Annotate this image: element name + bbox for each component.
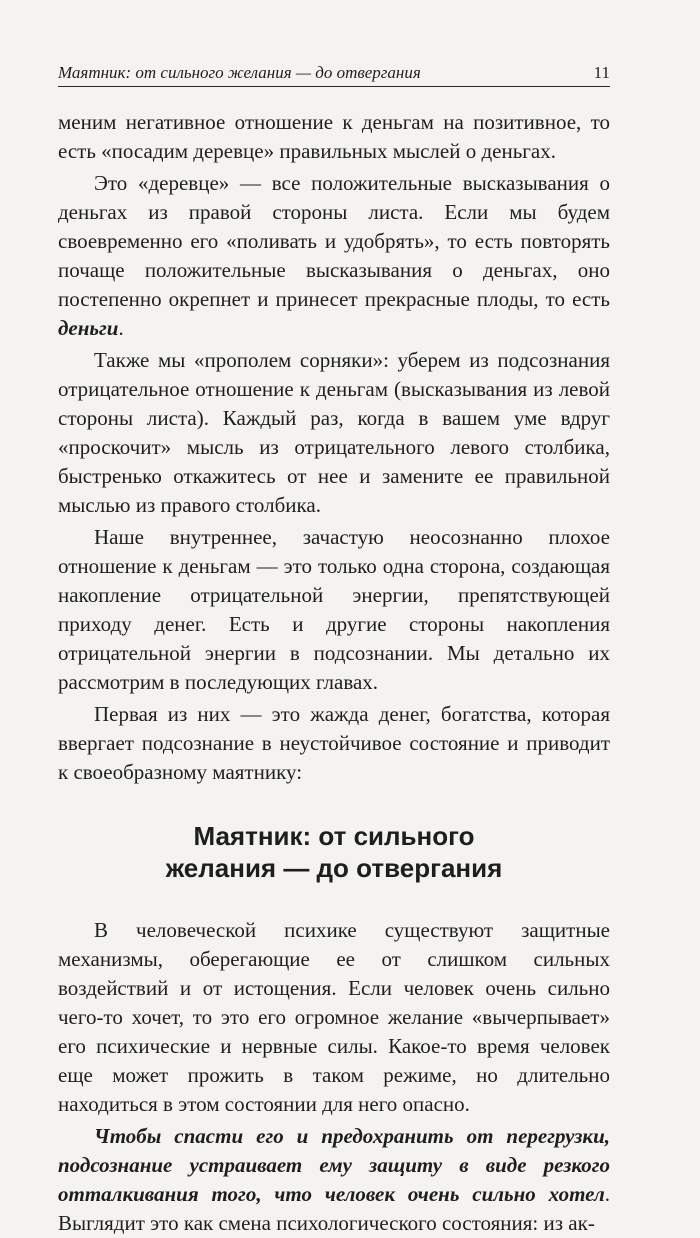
section-heading-line: Маятник: от сильного	[193, 821, 475, 851]
paragraph-text: Это «деревце» — все положительные высказывания о деньгах из правой стороны листа. Если мы будем своевременно его «поливать и удобрять», то есть повторять почаще положительные высказывания о деньгах, оно постепенно окрепнет и принесет прекрасные плоды, то есть	[58, 171, 610, 311]
running-header	[58, 62, 610, 87]
paragraph	[58, 169, 610, 343]
paragraph: Также мы «прополем сорняки»: уберем из подсознания отрицательное отношение к деньгам (высказывания из левой стороны листа). Каждый раз, когда в вашем уме вдруг «проскочит» мысль из отрицательного левого столбика, быстренько откажитесь от нее и замените ее правильной мыслью из правого столбика.	[58, 348, 610, 517]
paragraph-text: .	[118, 316, 124, 340]
paragraph: В человеческой психике существуют защитные механизмы, оберегающие ее от слишком сильных воздействий и от истощения. Если человек очень сильно чего-то хочет, то это его огромное желание «вычерпывает» его психические и нервные силы. Какое-то время человек еще может прожить в таком режиме, но длительно находиться в этом состоянии для него опасно.	[58, 918, 610, 1116]
paragraph-text: . Выглядит это как смена психологического состояния: из ак-	[58, 1182, 610, 1235]
page-number: 11	[593, 63, 610, 82]
running-title: Маятник: от сильного желания — до отвергания	[58, 63, 421, 82]
section-heading-line: желания — до отвергания	[165, 853, 503, 883]
paragraph	[58, 1122, 610, 1238]
paragraph: Наше внутреннее, зачастую неосознанно плохое отношение к деньгам — это только одна сторона, создающая накопление отрицательной энергии, препятствующей приходу денег. Есть и другие стороны накопления отрицательной энергии в подсознании. Мы детально их рассмотрим в последующих главах.	[58, 525, 610, 694]
emphasis-text: Чтобы спасти его и предохранить от перегрузки, подсознание устраивает ему защиту в виде резкого отталкивания того, что человек очень сильно хотел	[58, 1124, 610, 1206]
page-body	[58, 108, 610, 1238]
emphasis-text: деньги	[58, 316, 119, 340]
paragraph-continued: меним негативное отношение к деньгам на позитивное, то есть «посадим деревце» правильных мыслей о деньгах.	[58, 110, 610, 163]
paragraph: Первая из них — это жажда денег, богатства, которая ввергает подсознание в неустойчивое состояние и приводит к своеобразному маятнику:	[58, 702, 610, 784]
section-heading	[58, 820, 610, 884]
